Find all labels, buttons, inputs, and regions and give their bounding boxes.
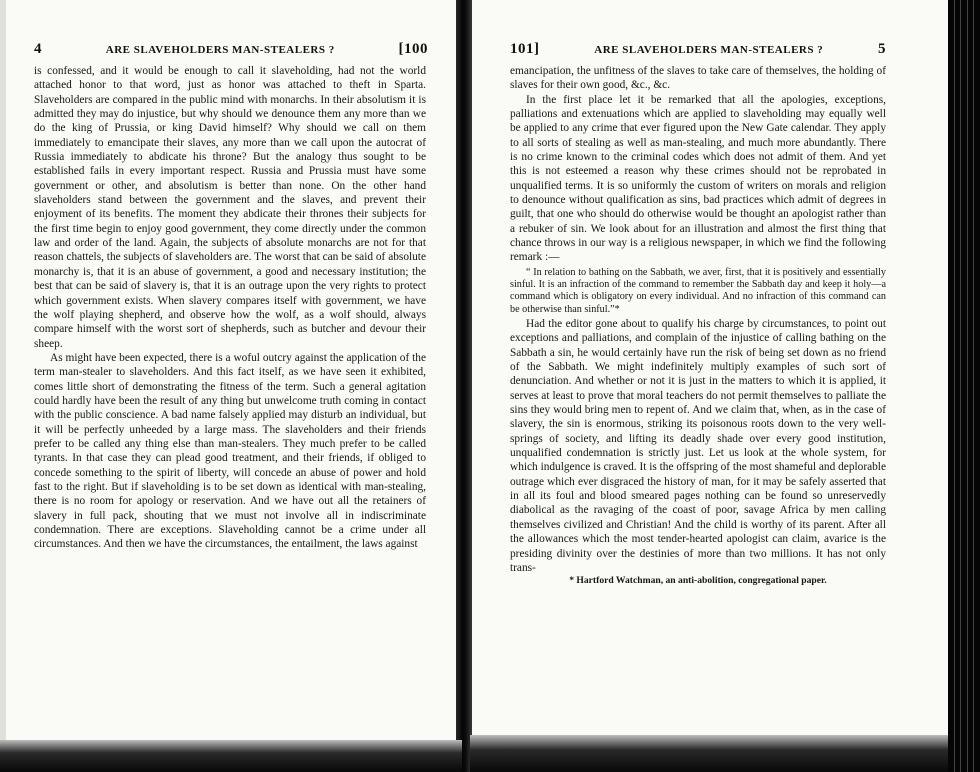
left-original-page-bracket: [100 — [398, 41, 428, 57]
right-original-page-bracket: 101] — [510, 41, 540, 57]
right-page-body — [510, 64, 886, 587]
right-paragraph-3: Had the editor gone about to qualify his charge by circumstances, to point out exceptions and palliations, and complain of the injustice of calling bathing on the Sabbath a sin, he would certainly have run the risk of being set down as no friend of the Sabbath. We might indefinitely multiply examples of such sort of denunciation. And whether or not it is just in the matters to which it is applied, it serves at least to prove that moral teachers do not permit themselves to palliate the sins they would bring men to repent of. And we claim that, when, as in the case of slavery, the sin is enormous, striking its poisonous roots down to the very well-springs of society, and lifting its deadly shade over every good institution, unqualified condemnation is strictly just. Let us look at the whole system, for which indulgence is craved. It is the offspring of the most shameful and deplorable outrage which ever disgraced the history of man, for it may be safely asserted that in all its foul and blood smeared pages nothing can be found so unreservedly diabolical as the ravaging of the coast of poor, savage Africa by men calling themselves civilized and Christian! And the child is worthy of its parent. After all the allowances which the most tender-hearted apologist can claim, avarice is the presiding divinity over the destinies of more than two millions. It has not only trans- — [510, 318, 886, 574]
right-paragraph-2: In the first place let it be remarked that all the apologies, exceptions, palliations and extenuations which are applied to slaveholding may equally well be applied to any crime that ever figured upon the New Gate calendar. They apply to all sorts of stealing as well as man-stealing, and much more abundantly. There is no crime known to the criminal codes which does not admit of them. And yet this is not esteemed a reason why these crimes should not be reprobated in unqualified terms. It is so uniformly the custom of writers on morals and religion to denounce without qualification as sins, bad practices which admit of degrees in guilt, that one who should do otherwise would be thought an apologist rather than a rebuker of sin. We look about for an illustration and almost the first thing that chance throws in our way is a religious newspaper, in which we find the following remark :— — [510, 93, 886, 264]
right-page-number: 5 — [878, 41, 886, 57]
left-page-header — [34, 41, 428, 58]
block-quote: “ In relation to bathing on the Sabbath, we aver, first, that it is positively and essentially sinful. It is an infraction of the command to remember the Sabbath day and keep it holy—a command which is obligatory on every individual. And no infraction of this command can be otherwise than sinful.”* — [510, 266, 886, 315]
left-paragraph-2: As might have been expected, there is a woful outcry against the application of the term man-stealer to slaveholders. And this fact itself, as we have seen it exhibited, comes little short of demonstrating the fitness of the term. Such a general agitation could hardly have been the result of any thing but unwelcome truth coming in contact with the public conscience. A bad name falsely applied may disturb an individual, but it will be perfectly unheeded by a large mass. The slaveholders and their friends prefer to be called any thing else than man-stealers. They much prefer to be called tyrants. In that case they can plead good treatment, and their friends, if obliged to concede something to the spirit of liberty, will concede an abuse of power and hold fast to the right. But if slaveholding is to be set down as identical with man-stealing, there is no room for apology or reservation. And we have out all the retainers of slavery in full pack, shouting that we must not involve all in indiscriminate condemnation. There are exceptions. Slaveholding cannot be a crime under all circumstances. And then we have the circumstances, the entailment, the laws against — [34, 351, 426, 551]
right-running-title: ARE SLAVEHOLDERS MAN-STEALERS ? — [594, 44, 824, 56]
footnote: * Hartford Watchman, an anti-abolition, congregational paper. — [569, 575, 827, 587]
right-paragraph-1: emancipation, the unfitness of the slaves to take care of themselves, the holding of slaves for their own good, &c., &c. — [510, 65, 886, 92]
left-running-title: ARE SLAVEHOLDERS MAN-STEALERS ? — [105, 44, 335, 56]
left-page-number: 4 — [34, 41, 42, 57]
left-page-bottom-shadow — [0, 740, 462, 772]
right-page-edge — [948, 0, 980, 772]
left-page-edge — [0, 0, 6, 772]
book-gutter — [456, 0, 472, 772]
right-page-bottom-shadow — [470, 735, 948, 772]
left-paragraph-1: is confessed, and it would be enough to call it slaveholding, had not the world attached honor to that word, just as honor was attached to theft in Sparta. Slaveholders are compared in the public mind with monarchs. In their absolutism it is admitted they may do injustice, but why should we denounce them any more than we do the king of Prussia, or king David himself? Why should we call on them immediately to emancipate their slaves, any more than we call upon the autocrat of Russia immediately to abdicate his throne? But the analogy thus sought to be established fails in every important respect. Russia and Prussia must have some government or other, and absolutism is better than none. On the other hand slaveholders stand between the government and the slaves, and prevent their enjoyment of its benefits. The moment they abdicate their thrones their subjects for the first time begin to enjoy good government, they come directly under the common law and order of the land. Again, the subjects of absolute monarchs are not for that reason chattels, the subjects of slaveholders are. The worst that can be said of absolute monarchy is, that it is an abuse of government, a good and necessary institution; the best that can be said of slavery is, that it is an outrage upon the very rights to protect which government exists. When slavery compares itself with government, we have the wolf playing shepherd, and observe how the wolf, as a wolf should, always compare himself with the worst sort of shepherds, such as butcher and devour their sheep. — [34, 65, 426, 350]
left-page-body — [34, 64, 426, 552]
right-page-header — [510, 41, 886, 58]
